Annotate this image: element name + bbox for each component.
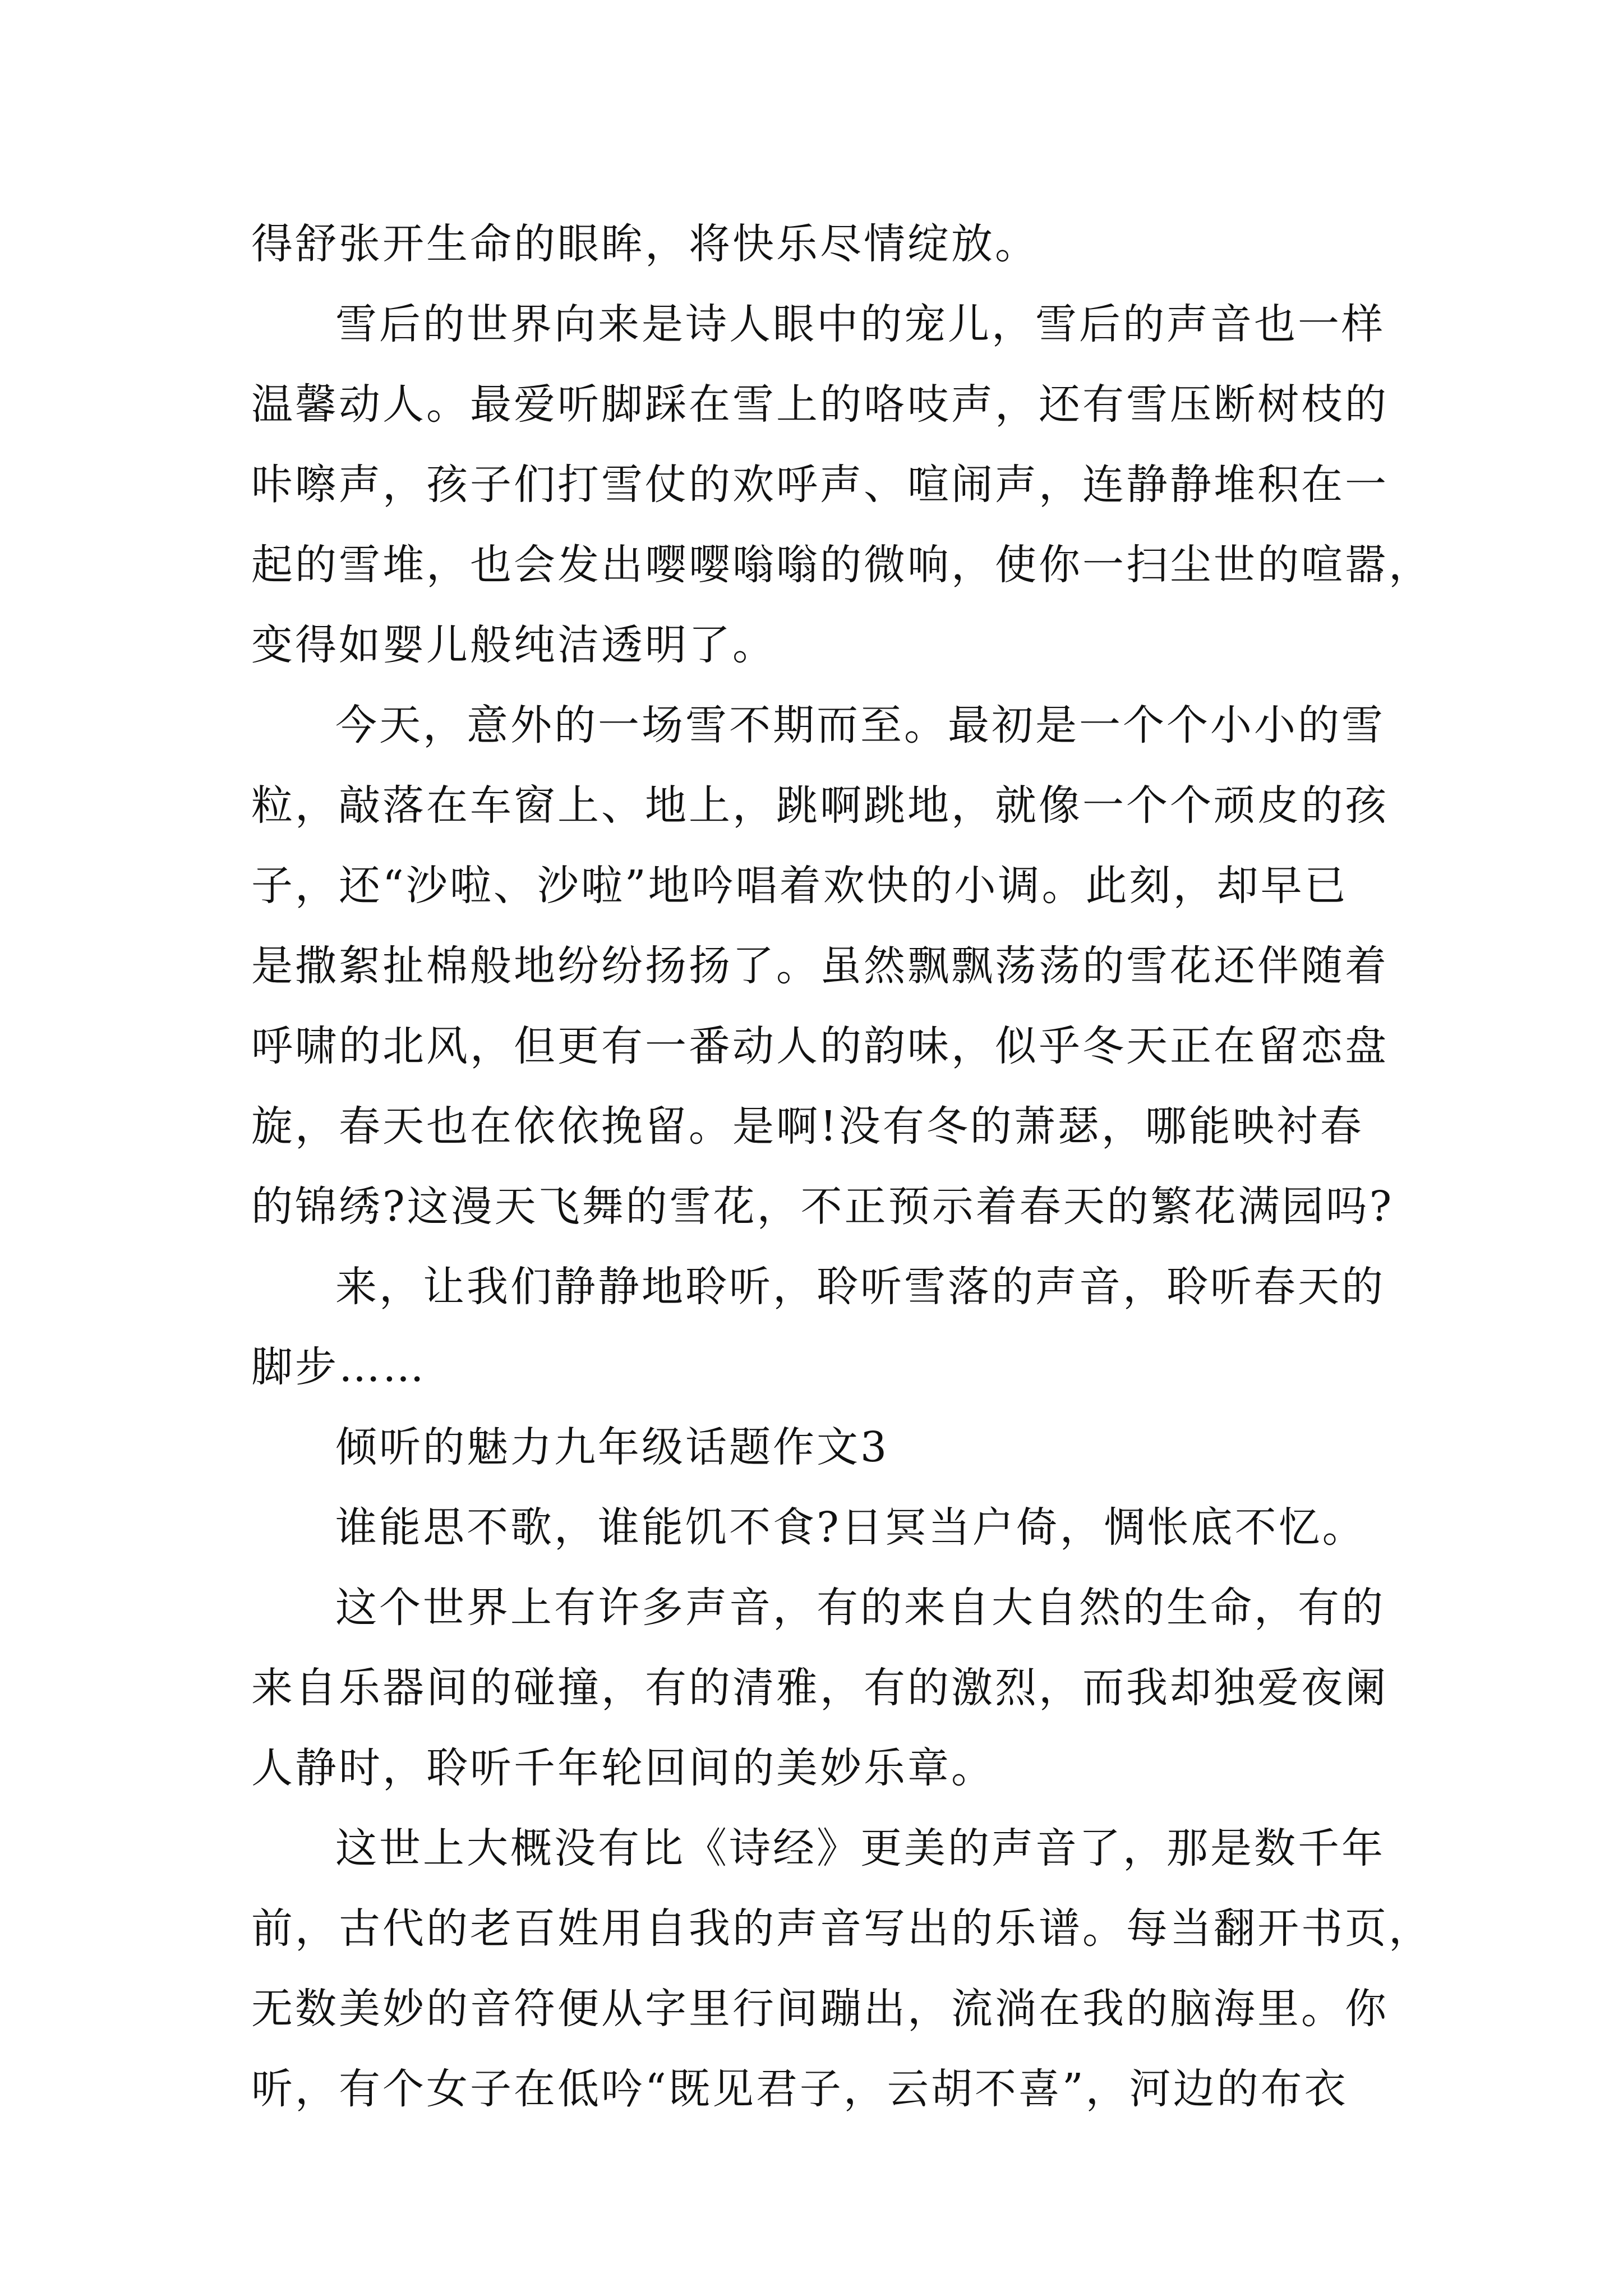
text-line: 咔嚓声，孩子们打雪仗的欢呼声、喧闹声，连静静堆积在一 — [251, 461, 1389, 509]
text-line: 脚步…… — [251, 1343, 426, 1391]
text-line: 得舒张开生命的眼眸，将快乐尽情绽放。 — [251, 220, 1039, 268]
text-line: 来自乐器间的碰撞，有的清雅，有的激烈，而我却独爱夜阑 — [251, 1664, 1389, 1712]
text-line: 旋，春天也在依依挽留。是啊!没有冬的萧瑟，哪能映衬春 — [251, 1102, 1364, 1151]
text-line: 来，让我们静静地聆听，聆听雪落的声音，聆听春天的 — [335, 1263, 1385, 1311]
text-line: 呼啸的北风，但更有一番动人的韵味，似乎冬天正在留恋盘 — [251, 1022, 1389, 1070]
text-line: 这世上大概没有比《诗经》更美的声音了，那是数千年 — [335, 1824, 1385, 1872]
text-line: 今天，意外的一场雪不期而至。最初是一个个小小的雪 — [335, 701, 1385, 749]
section-heading: 倾听的魅力九年级话题作文3 — [335, 1423, 889, 1471]
text-line: 起的雪堆，也会发出嘤嘤嗡嗡的微响，使你一扫尘世的喧嚣， — [251, 541, 1432, 589]
text-line: 前，古代的老百姓用自我的声音写出的乐谱。每当翻开书页， — [251, 1904, 1432, 1953]
text-line: 粒，敲落在车窗上、地上，跳啊跳地，就像一个个顽皮的孩 — [251, 781, 1389, 830]
text-line: 温馨动人。最爱听脚踩在雪上的咯吱声，还有雪压断树枝的 — [251, 380, 1389, 429]
text-line: 雪后的世界向来是诗人眼中的宠儿，雪后的声音也一样 — [335, 300, 1385, 348]
text-line: 听，有个女子在低吟“既见君子，云胡不喜”，河边的布衣 — [251, 2065, 1348, 2113]
text-line: 这个世界上有许多声音，有的来自大自然的生命，有的 — [335, 1584, 1385, 1632]
text-line: 是撒絮扯棉般地纷纷扬扬了。虽然飘飘荡荡的雪花还伴随着 — [251, 942, 1389, 990]
text-line: 无数美妙的音符便从字里行间蹦出，流淌在我的脑海里。你 — [251, 1985, 1389, 2033]
text-line: 的锦绣?这漫天飞舞的雪花，不正预示着春天的繁花满园吗? — [251, 1182, 1394, 1231]
text-line: 谁能思不歌，谁能饥不食?日冥当户倚，惆怅底不忆。 — [335, 1503, 1366, 1552]
text-line: 变得如婴儿般纯洁透明了。 — [251, 621, 776, 669]
text-line: 人静时，聆听千年轮回间的美妙乐章。 — [251, 1744, 995, 1792]
text-line: 子，还“沙啦、沙啦”地吟唱着欢快的小调。此刻，却早已 — [251, 862, 1348, 910]
